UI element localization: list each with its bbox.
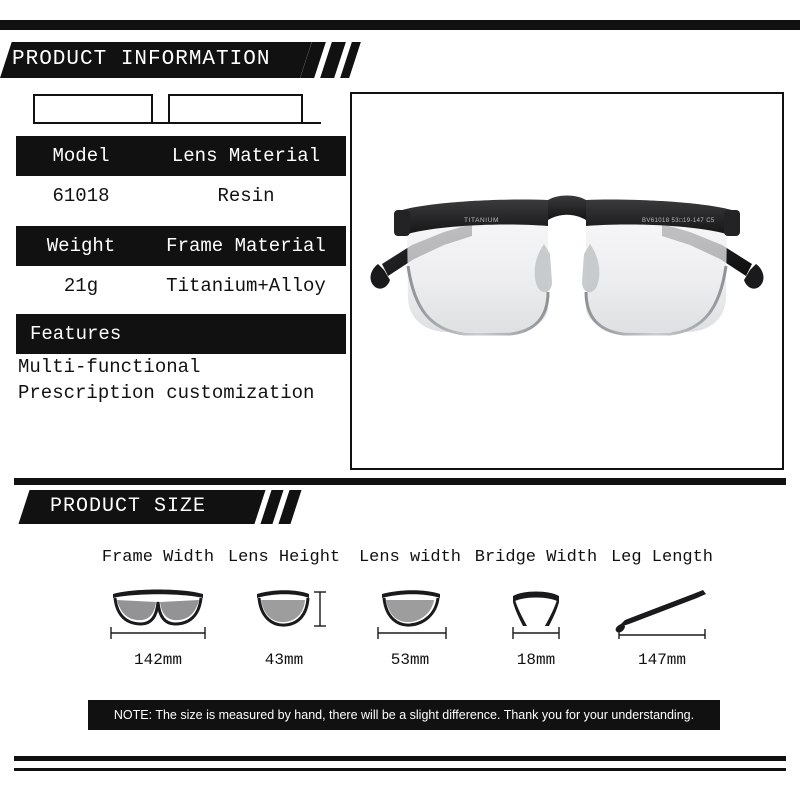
frame-width-cell bbox=[95, 579, 221, 641]
size-column-values bbox=[95, 651, 725, 669]
features-label: Features bbox=[30, 323, 122, 345]
spec-header-row-1 bbox=[16, 136, 346, 176]
size-value-leg-length: 147mm bbox=[637, 651, 686, 669]
spec-value-row-1 bbox=[16, 176, 346, 216]
size-measurement-table bbox=[95, 548, 725, 669]
leg-length-cell bbox=[599, 579, 725, 641]
spec-value-weight: 21g bbox=[63, 275, 99, 297]
bridge-icon bbox=[491, 580, 581, 640]
size-value-frame-width: 142mm bbox=[133, 651, 182, 669]
size-value-lens-height: 43mm bbox=[264, 651, 304, 669]
product-photo bbox=[350, 92, 784, 470]
spec-header-row-2 bbox=[16, 226, 346, 266]
lens-width-cell bbox=[347, 579, 473, 641]
spec-value-row-2 bbox=[16, 266, 346, 306]
product-size-title: PRODUCT SIZE bbox=[50, 495, 207, 518]
specification-list bbox=[16, 94, 346, 406]
decorative-bracket-underline bbox=[33, 122, 321, 124]
lens-width-icon bbox=[360, 580, 460, 640]
page-header bbox=[0, 20, 800, 71]
lens-print-text: TITANIUM bbox=[464, 217, 500, 224]
frame-front-icon bbox=[103, 580, 213, 640]
decorative-bracket-row bbox=[16, 94, 346, 126]
footer-rule-2 bbox=[14, 768, 786, 771]
feature-item-1: Multi-functional bbox=[18, 356, 201, 378]
lens-height-cell bbox=[221, 579, 347, 641]
spec-header-lens-material: Lens Material bbox=[171, 145, 321, 167]
size-label-lens-width: Lens width bbox=[358, 548, 462, 567]
spec-value-model: 61018 bbox=[52, 185, 110, 207]
size-top-rule bbox=[14, 478, 786, 485]
bridge-width-cell bbox=[473, 579, 599, 641]
spec-header-weight: Weight bbox=[46, 235, 116, 257]
spec-value-lens-material: Resin bbox=[217, 185, 275, 207]
temple-print-text: BV61018 53□19-147 C5 bbox=[642, 218, 715, 224]
size-label-bridge-width: Bridge Width bbox=[474, 548, 598, 567]
size-label-lens-height: Lens Height bbox=[227, 548, 341, 567]
size-label-leg-length: Leg Length bbox=[610, 548, 714, 567]
spec-header-frame-material: Frame Material bbox=[166, 235, 326, 257]
header-top-rule bbox=[0, 20, 800, 30]
lens-height-icon bbox=[239, 580, 329, 640]
size-label-frame-width: Frame Width bbox=[101, 548, 215, 567]
size-column-labels bbox=[95, 548, 725, 567]
measurement-note: NOTE: The size is measured by hand, there will be a slight difference. Thank you for your understanding. bbox=[88, 700, 720, 730]
product-size-header bbox=[0, 478, 800, 522]
spec-header-model: Model bbox=[52, 145, 110, 167]
size-accent-slash-2 bbox=[278, 490, 301, 524]
feature-item-2: Prescription customization bbox=[18, 382, 315, 404]
page-title: PRODUCT INFORMATION bbox=[12, 48, 271, 71]
decorative-bracket-right bbox=[168, 94, 303, 124]
size-value-lens-width: 53mm bbox=[390, 651, 430, 669]
spec-header-features bbox=[16, 314, 346, 354]
eyeglasses-illustration bbox=[352, 94, 782, 468]
footer-rule-1 bbox=[14, 756, 786, 761]
size-column-icons bbox=[95, 579, 725, 641]
spec-value-frame-material: Titanium+Alloy bbox=[166, 275, 326, 297]
size-value-bridge-width: 18mm bbox=[516, 651, 556, 669]
temple-icon bbox=[607, 580, 717, 640]
decorative-bracket-left bbox=[33, 94, 153, 124]
